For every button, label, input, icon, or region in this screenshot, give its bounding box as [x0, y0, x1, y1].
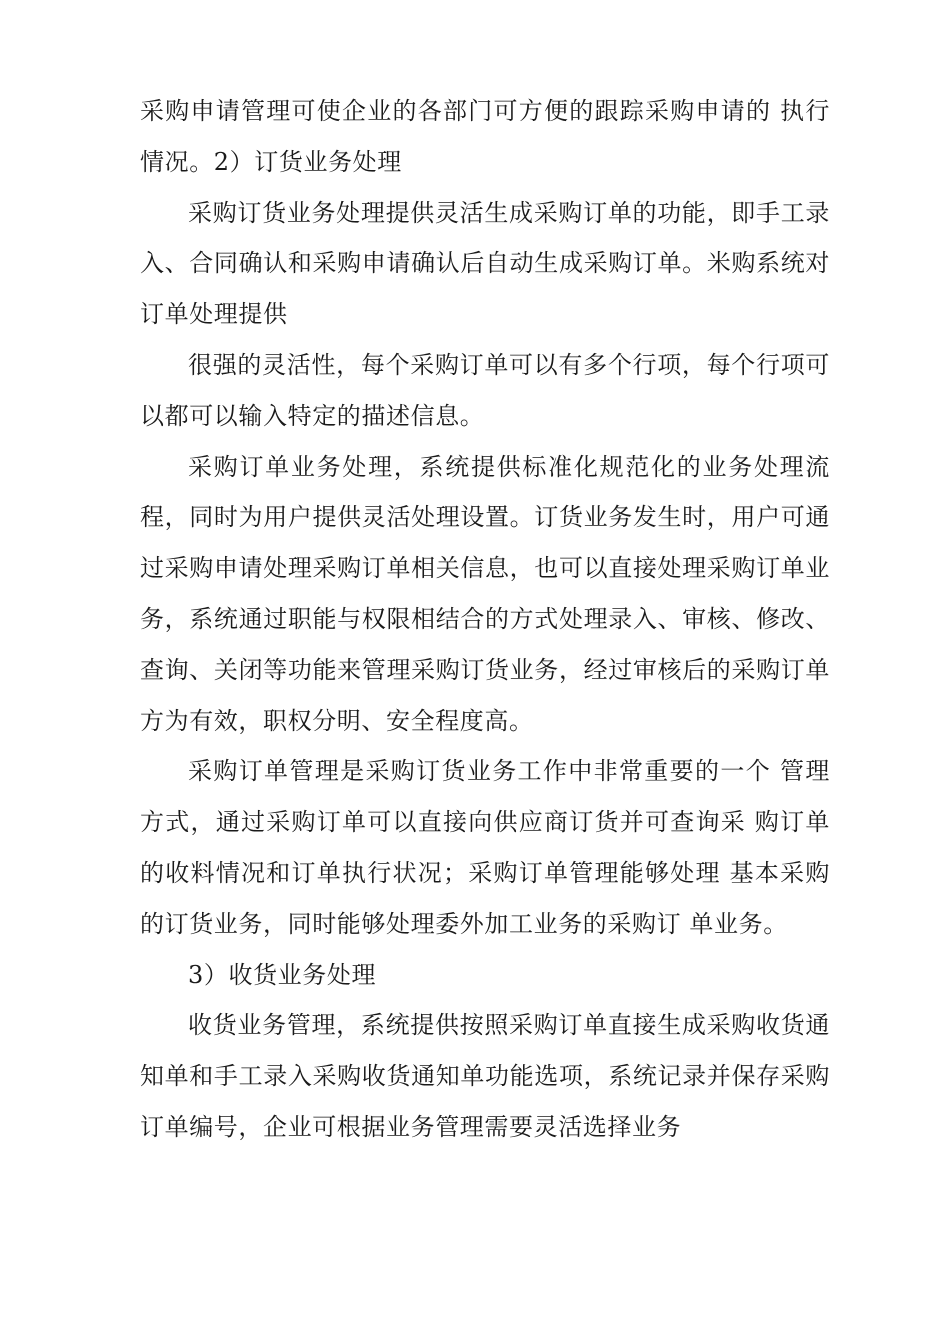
paragraph-purchase-request-tracking: 采购申请管理可使企业的各部门可方便的跟踪采购申请的 执行情况。2）订货业务处理	[140, 97, 830, 176]
section-heading-receiving: 3）收货业务处理	[188, 960, 377, 989]
paragraph-order-flexibility: 很强的灵活性，每个采购订单可以有多个行项，每个行项可以都可以输入特定的描述信息。	[140, 350, 830, 430]
paragraph-order-processing: 采购订单业务处理，系统提供标准化规范化的业务处理流程，同时为用户提供灵活处理设置。订货业务发生时，用户可通过采购申请处理采购订单相关信息，也可以直接处理采购订单业务，系统通过职能与权限相结合的方式处理录入、审核、修改、查询、关闭等功能来管理采购订货业务，经过审核后的采购订单方为有效，职权分明、安全程度高。	[140, 452, 830, 735]
document-body	[140, 86, 830, 1153]
paragraph-receiving-management: 收货业务管理，系统提供按照采购订单直接生成采购收货通知单和手工录入采购收货通知单功能选项，系统记录并保存采购订单编号，企业可根据业务管理需要灵活选择业务	[140, 1011, 830, 1141]
paragraph-order-generation: 采购订货业务处理提供灵活生成采购订单的功能，即手工录入、合同确认和采购申请确认后自动生成采购订单。米购系统对订单处理提供	[140, 198, 830, 329]
paragraph-order-management: 采购订单管理是采购订货业务工作中非常重要的一个 管理方式，通过采购订单可以直接向供应商订货并可查询采 购订单的收料情况和订单执行状况；采购订单管理能够处理 基本采购的订货业务，同时能够处理委外加工业务的采购订 单业务。	[140, 757, 830, 938]
